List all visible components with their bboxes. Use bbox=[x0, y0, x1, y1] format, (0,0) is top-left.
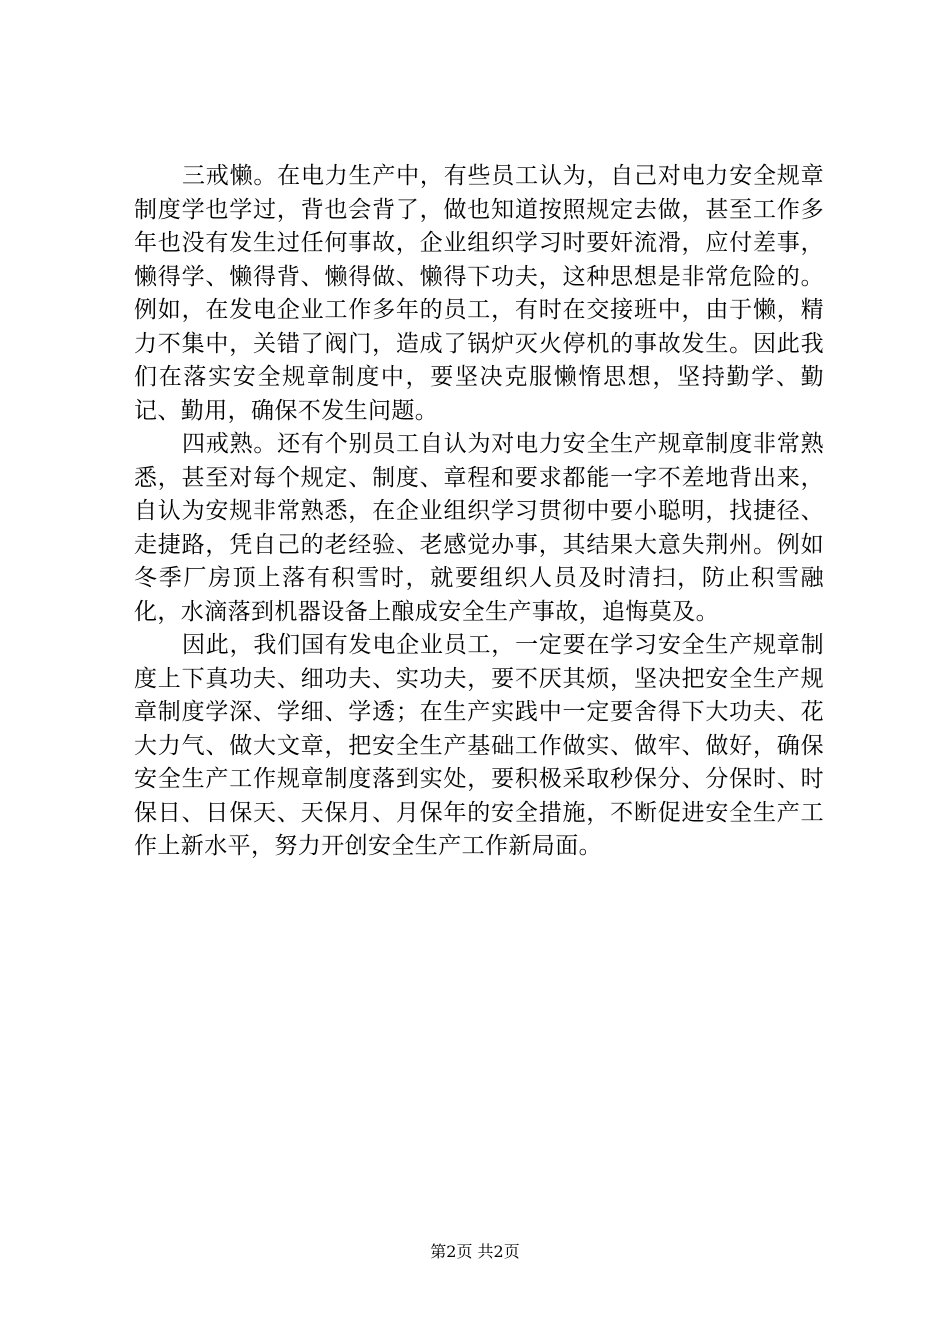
document-body bbox=[134, 160, 824, 864]
paragraph-conclusion: 因此，我们国有发电企业员工，一定要在学习安全生产规章制度上下真功夫、细功夫、实功夫，要不厌其烦，坚决把安全生产规章制度学深、学细、学透；在生产实践中一定要舍得下大功夫、花大力气、做大文章，把安全生产基础工作做实、做牢、做好，确保安全生产工作规章制度落到实处，要积极采取秒保分、分保时、时保日、日保天、天保月、月保年的安全措施，不断促进安全生产工作上新水平，努力开创安全生产工作新局面。 bbox=[134, 632, 824, 859]
paragraph-three-cautions-laziness: 三戒懒。在电力生产中，有些员工认为，自己对电力安全规章制度学也学过，背也会背了，做也知道按照规定去做，甚至工作多年也没有发生过任何事故，企业组织学习时要奸流滑，应付差事，懒得学、懒得背、懒得做、懒得下功夫，这种思想是非常危险的。例如，在发电企业工作多年的员工，有时在交接班中，由于懒，精力不集中，关错了阀门，造成了锅炉灭火停机的事故发生。因此我们在落实安全规章制度中，要坚决克服懒惰思想，坚持勤学、勤记、勤用，确保不发生问题。 bbox=[134, 163, 824, 424]
paragraph-four-cautions-familiarity: 四戒熟。还有个别员工自认为对电力安全生产规章制度非常熟悉，甚至对每个规定、制度、章程和要求都能一字不差地背出来，自认为安规非常熟悉，在企业组织学习贯彻中要小聪明，找捷径、走捷路，凭自己的老经验、老感觉办事，其结果大意失荆州。例如冬季厂房顶上落有积雪时，就要组织人员及时清扫，防止积雪融化，水滴落到机器设备上酿成安全生产事故，追悔莫及。 bbox=[134, 431, 824, 625]
page-number-footer: 第2页 共2页 bbox=[430, 1242, 520, 1261]
